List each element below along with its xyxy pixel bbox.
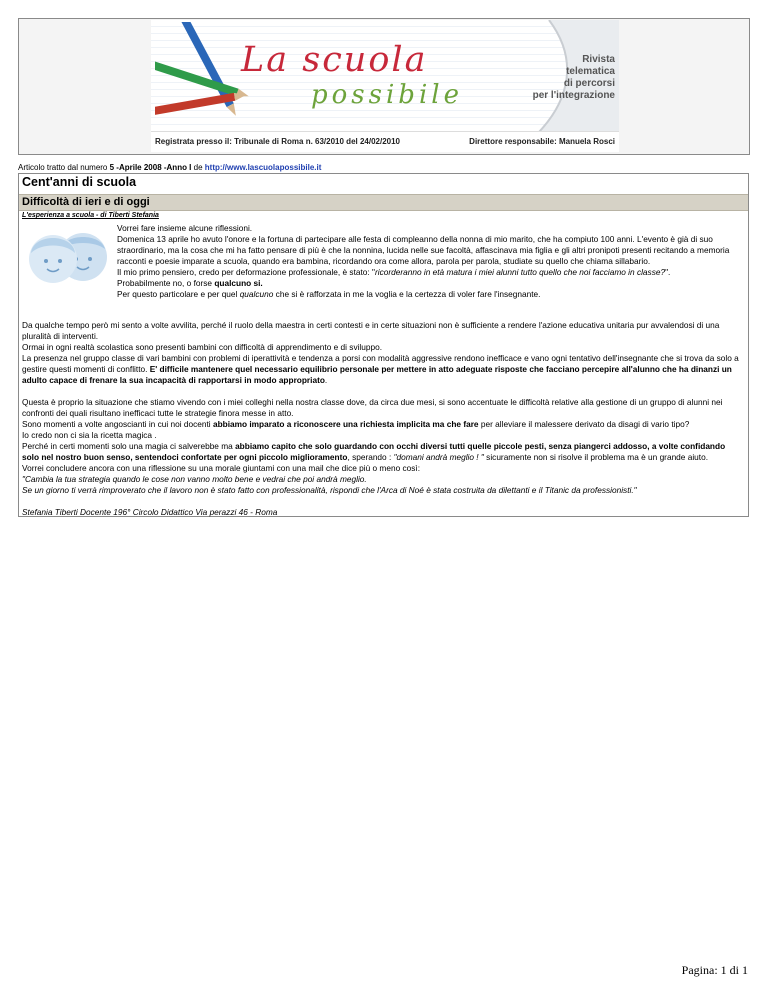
paragraph-2: Questa è proprio la situazione che stiamo vivendo con i miei colleghi nella nostra classe dove, da circa due mesi, si sono accentuate le difficoltà relative alla gestione di un gruppo di alunni nei confronti dei quali risultano inefficaci tutte le strategie finora messe in atto. Sono momenti a volte angoscianti in cui noi docenti abbiamo imparato a riconoscere una richiesta implicita ma che fare per alleviare il malessere derivato da disagi di vario tipo? Io credo non ci sia la ricetta magica . Perché in certi momenti solo una magia ci salverebbe ma abbiamo capito che solo guardando con occhi diversi tutti quelle piccole pesti, senza piangerci addosso, a volte confidando solo nel nostro buon senso, sentendoci confortate per ogni piccolo miglioramento, sperando : "domani andrà meglio ! " sicuramente non si risolve il problema ma è un grande aiuto. xyxy=(22,397,726,462)
banner-frame xyxy=(18,18,750,155)
masthead-banner xyxy=(151,20,619,152)
page-number: Pagina: 1 di 1 xyxy=(681,963,748,977)
director-text: Direttore responsabile: Manuela Rosci xyxy=(469,137,615,146)
pencils-illustration xyxy=(155,22,255,132)
article-box xyxy=(18,173,749,517)
source-line: Articolo tratto dal numero 5 -Aprile 2008 -Anno I de http://www.lascuolapossibile.it xyxy=(18,163,322,172)
tagline: Rivista telematica di percorsi per l'integrazione xyxy=(532,54,615,101)
article-subtitle: Difficoltà di ieri e di oggi xyxy=(22,196,150,208)
intro-text: Vorrei fare insieme alcune riflessioni. Domenica 13 aprile ho avuto l'onore e la fortuna di partecipare alle festa di compleanno della nonna di mio marito, che ha compiuto 100 anni. L'evento è già di suo straordinario, ma la cosa che mi ha fatto pensare di più è che la nonnina, lucida nelle sue facoltà, affascinava mia figlia e gli altri pronipoti presenti recitando a memoria racconti e poesie imparate a scuola, quando era bambina, ricordando ora come allora, parola per parola, studiate su quello che chiama sillabario. Il mio primo pensiero, credo per deformazione professionale, è stato: "ricorderanno in età matura i miei alunni tutto quello che noi facciamo in classe?". Probabilmente no, o forse qualcuno si. Per questo particolare e per quel qualcuno che si è rafforzata in me la voglia e la certezza di voler fare l'insegnante. xyxy=(117,223,730,299)
signature: Stefania Tiberti Docente 196° Circolo Didattico Via perazzi 46 - Roma xyxy=(22,507,278,517)
subtitle-bar xyxy=(19,194,748,211)
paragraph-3: Vorrei concludere ancora con una riflessione su una morale giuntami con una mail che dice più o meno così: "Cambia la tua strategia quando le cose non vanno molto bene e vedrai che poi andrà meglio. Se un giorno ti verrà rimproverato che il lavoro non è stato fatto con professionalità, rispondi che l'Arca di Noé è stata costruita da dilettanti e il Titanic da professionisti." xyxy=(22,463,637,495)
registration-text: Registrata presso il: Tribunale di Roma n. 63/2010 del 24/02/2010 xyxy=(155,137,400,146)
article-title: Cent'anni di scuola xyxy=(22,175,137,189)
children-faces-icon xyxy=(25,225,113,285)
site-link[interactable]: http://www.lascuolapossibile.it xyxy=(204,163,322,172)
logo-subtitle: possibile xyxy=(311,80,463,110)
registration-bar xyxy=(151,131,619,152)
paragraph-1: Da qualche tempo però mi sento a volte avvilita, perché il ruolo della maestra in certi contesti e in certe situazioni non è sufficiente a rendere l'azione educativa unitaria pur avvalendosi di una pluralità di interventi. Ormai in ogni realtà scolastica sono presenti bambini con difficoltà di apprendimento e di sviluppo. La presenza nel gruppo classe di vari bambini con problemi di iperattività e tendenza a porsi con modalità aggressive rendono inefficace e vano ogni tentativo dell'insegnante che si trova da solo a gestire questi momenti di conflitto. E' difficile mantenere quel necessario equilibrio personale per mettere in atto adeguate risposte che facciano percepire all'alunno che ha dinanzi un adulto capace di frenare la sua incapacità di rapportarsi in modo appropriato. xyxy=(22,320,739,385)
logo-title: La scuola xyxy=(241,40,428,80)
author-line: L'esperienza a scuola - di Tiberti Stefania xyxy=(22,212,159,219)
